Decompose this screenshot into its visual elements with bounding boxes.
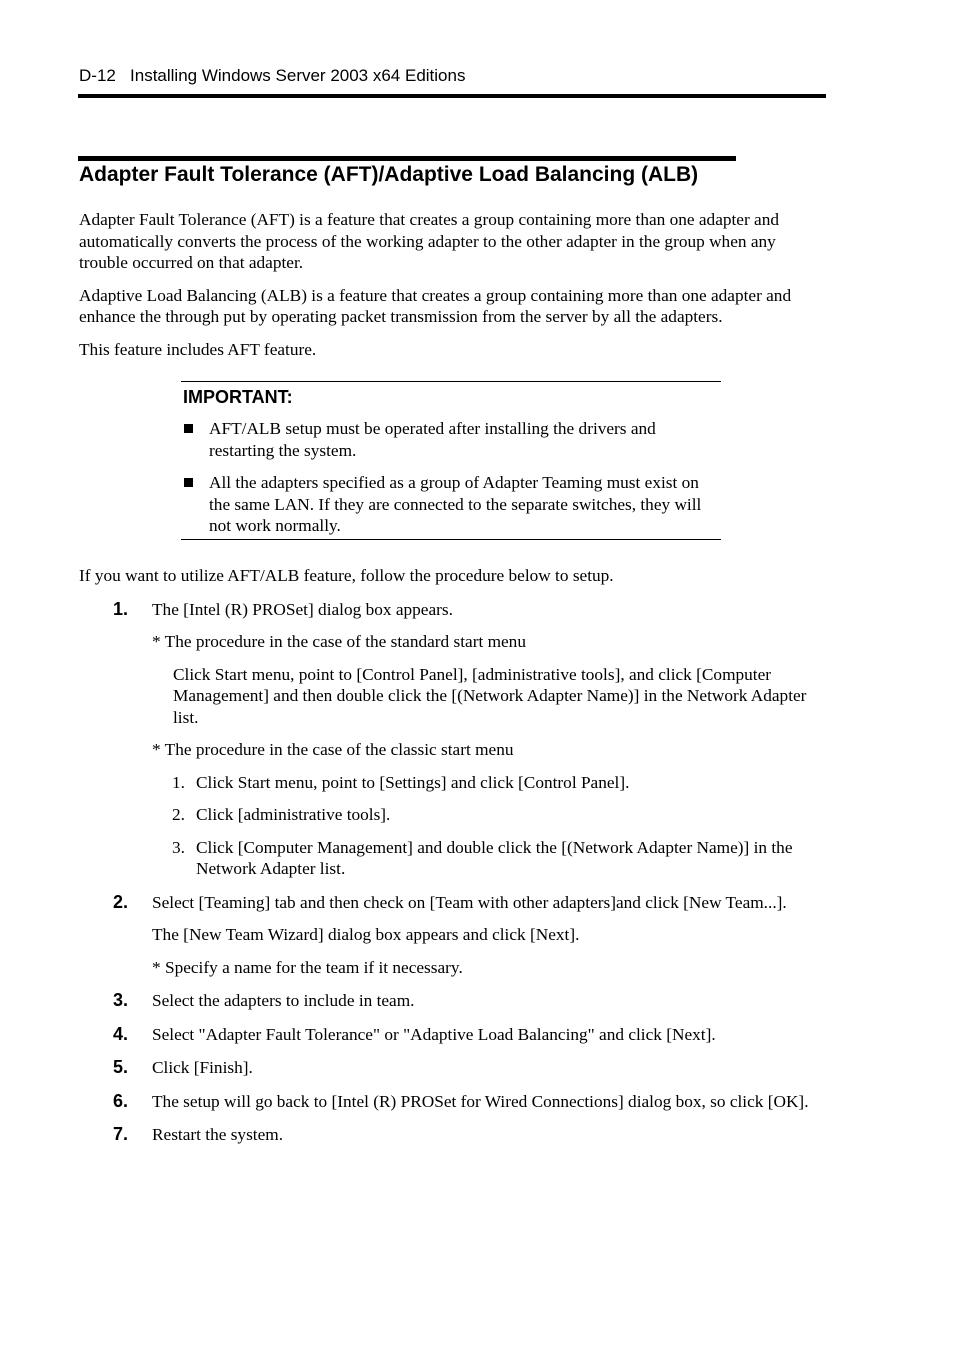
classic-substep bbox=[152, 772, 819, 794]
important-item-text: All the adapters specified as a group of Adapter Teaming must exist on the same LAN. If they are connected to the separate switches, they will not work normally. bbox=[209, 473, 702, 535]
classic-menu-note: * The procedure in the case of the classic start menu bbox=[152, 740, 514, 759]
substep-text: Click [Computer Management] and double click the [(Network Adapter Name)] in the Network Adapter list. bbox=[196, 837, 793, 878]
section-rule bbox=[78, 156, 736, 161]
important-item-text: AFT/ALB setup must be operated after installing the drivers and restarting the system. bbox=[209, 419, 656, 460]
step-5 bbox=[79, 1057, 819, 1079]
step-text: Restart the system. bbox=[152, 1125, 284, 1144]
classic-substep bbox=[152, 804, 819, 826]
step-text: The setup will go back to [Intel (R) PROSet for Wired Connections] dialog box, so click [OK]. bbox=[152, 1091, 809, 1111]
section-body bbox=[79, 209, 819, 371]
procedure-intro: If you want to utilize AFT/ALB feature, follow the procedure below to setup. bbox=[79, 566, 614, 585]
square-bullet-icon bbox=[184, 478, 193, 487]
paragraph-aft: Adapter Fault Tolerance (AFT) is a feature that creates a group containing more than one adapter and automatically converts the process of the working adapter to the other adapter in the group when any trouble occurred on that adapter. bbox=[79, 210, 779, 272]
step-number: 7. bbox=[113, 1124, 129, 1144]
step-3 bbox=[79, 990, 819, 1012]
paragraph-includes: This feature includes AFT feature. bbox=[79, 339, 317, 359]
running-head: D-12 Installing Windows Server 2003 x64 Editions bbox=[79, 66, 466, 85]
standard-menu-note: * The procedure in the case of the standard start menu bbox=[152, 632, 526, 651]
classic-substep bbox=[152, 837, 819, 880]
section-title: Adapter Fault Tolerance (AFT)/Adaptive Load Balancing (ALB) bbox=[79, 163, 699, 186]
header-rule bbox=[78, 94, 826, 98]
step-text: Select "Adapter Fault Tolerance" or "Adaptive Load Balancing" and click [Next]. bbox=[152, 1024, 716, 1044]
step-number: 6. bbox=[113, 1090, 129, 1111]
step-text-2: The [New Team Wizard] dialog box appears and click [Next]. bbox=[152, 925, 580, 944]
step-number: 4. bbox=[113, 1023, 129, 1044]
procedure bbox=[79, 565, 819, 1158]
step-text: The [Intel (R) PROSet] dialog box appears. bbox=[152, 599, 453, 619]
important-title: IMPORTANT: bbox=[183, 387, 293, 407]
square-bullet-icon bbox=[184, 424, 193, 433]
paragraph-alb: Adaptive Load Balancing (ALB) is a feature that creates a group containing more than one adapter and enhance the through put by operating packet transmission from the server by all the adapters. bbox=[79, 285, 792, 326]
step-number: 2. bbox=[113, 891, 129, 912]
step-number: 3. bbox=[113, 990, 129, 1010]
step-1 bbox=[79, 599, 819, 880]
step-note: * Specify a name for the team if it necessary. bbox=[152, 957, 463, 977]
step-number: 1. bbox=[113, 598, 129, 619]
step-7 bbox=[79, 1124, 819, 1146]
substep-text: Click Start menu, point to [Settings] and click [Control Panel]. bbox=[196, 772, 630, 792]
step-4 bbox=[79, 1024, 819, 1046]
substep-number: 2. bbox=[172, 805, 185, 824]
step-2 bbox=[79, 892, 819, 979]
substep-number: 1. bbox=[172, 772, 185, 792]
step-text: Click [Finish]. bbox=[152, 1058, 253, 1077]
substep-text: Click [administrative tools]. bbox=[196, 805, 391, 824]
step-text: Select [Teaming] tab and then check on [Team with other adapters]and click [New Team...]. bbox=[152, 892, 787, 912]
important-item bbox=[181, 472, 721, 537]
substep-number: 3. bbox=[172, 837, 185, 857]
standard-menu-text: Click Start menu, point to [Control Panel], [administrative tools], and click [Computer Management] and then double click the [(Network Adapter Name)] in the Network Adapter list. bbox=[173, 664, 807, 727]
important-item bbox=[181, 418, 721, 461]
step-6 bbox=[79, 1091, 819, 1113]
step-text: Select the adapters to include in team. bbox=[152, 991, 415, 1010]
step-number: 5. bbox=[113, 1057, 129, 1077]
important-box bbox=[181, 381, 721, 540]
